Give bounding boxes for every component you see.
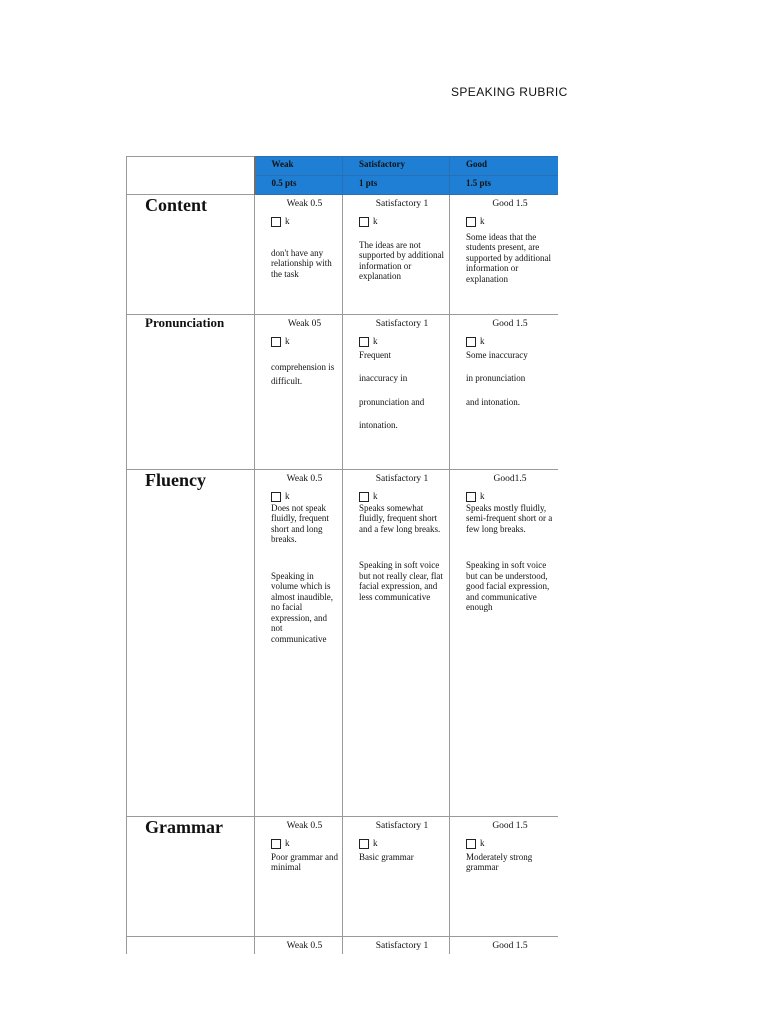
score-checkbox[interactable] [359,839,369,849]
score-label: Weak 0.5 [286,941,323,951]
checkbox-label: k [480,838,485,849]
score-checkbox[interactable] [466,217,476,227]
descriptor-text: don't have any relationship with the task [271,247,332,279]
descriptor-text: Speaking in soft voice but not really clear, flat facial expression, and less communicative [359,560,443,602]
header-points-weak: 0.5 pts [255,176,343,195]
descriptor-text: and intonation. [466,396,520,407]
score-checkbox[interactable] [359,337,369,347]
descriptor-text: Speaks mostly fluidly, semi-frequent short or a few long breaks. [466,502,553,534]
score-checkbox[interactable] [466,492,476,502]
criterion-label: Pronunciation [145,315,225,330]
header-row-levels [127,157,559,176]
rubric-row-grammar [127,817,559,937]
score-checkbox[interactable] [359,492,369,502]
checkbox-label: k [480,491,485,502]
criterion-label: Fluency [145,470,206,490]
rubric-cell [450,315,559,470]
rubric-cell [450,195,559,315]
checkbox-label: k [285,491,290,502]
score-label: Satisfactory 1 [375,474,429,484]
rubric-cell [255,937,343,955]
header-corner [127,157,255,195]
header-level-satisfactory: Satisfactory [343,157,450,176]
rubric-cell [450,817,559,937]
score-checkbox[interactable] [271,839,281,849]
page-title: SPEAKING RUBRIC [451,85,568,99]
checkbox-label: k [480,336,485,347]
descriptor-text: in pronunciation [466,373,526,383]
score-label: Good 1.5 [492,941,528,951]
score-checkbox[interactable] [271,337,281,347]
descriptor-text: The ideas are not supported by additional information or explanation [359,239,444,281]
criterion-cell [127,195,255,315]
header-level-weak: Weak [255,157,343,176]
descriptor-text: Moderately strong grammar [466,851,533,872]
header-points-satisfactory: 1 pts [343,176,450,195]
descriptor-text: Frequent [359,349,391,360]
checkbox-label: k [373,838,378,849]
rubric-cell [255,195,343,315]
rubric-cell [343,470,450,817]
descriptor-text: comprehension is [271,361,335,372]
header-points-good: 1.5 pts [450,176,559,195]
descriptor-text: Speaks somewhat fluidly, frequent short and a few long breaks. [359,502,441,534]
descriptor-text: inaccuracy in [359,373,408,383]
score-checkbox[interactable] [359,217,369,227]
score-checkbox[interactable] [271,492,281,502]
checkbox-label: k [373,216,378,227]
score-label: Good 1.5 [492,199,528,209]
descriptor-text: Speaking in soft voice but can be understood, good facial expression, and communicative enough [466,560,550,612]
score-label: Satisfactory 1 [375,319,429,329]
score-label: Weak 0.5 [286,199,323,209]
rubric-table [126,156,558,954]
rubric-cell [343,817,450,937]
descriptor-text: Some ideas that the students present, are supported by additional information or explanation [466,231,551,284]
score-label: Good 1.5 [492,319,528,329]
checkbox-label: k [373,491,378,502]
descriptor-text: Basic grammar [359,851,414,862]
criterion-label: Content [145,195,207,215]
score-label: Satisfactory 1 [375,821,429,831]
criterion-cell [127,817,255,937]
descriptor-text: pronunciation and [359,396,425,407]
descriptor-text: Does not speak fluidly, frequent short and long breaks. [271,502,329,544]
rubric-row-fluency [127,470,559,817]
score-label: Weak 0.5 [286,474,323,484]
descriptor-text: Some inaccuracy [466,349,528,360]
rubric-row-partial [127,937,559,955]
rubric-cell [343,195,450,315]
rubric-row-pronunciation [127,315,559,470]
rubric-cell [255,817,343,937]
checkbox-label: k [373,336,378,347]
rubric-row-content [127,195,559,315]
criterion-cell [127,470,255,817]
descriptor-text: intonation. [359,420,398,430]
score-label: Good 1.5 [492,821,528,831]
rubric-cell [450,937,559,955]
rubric-cell [343,937,450,955]
criterion-cell [127,937,255,955]
checkbox-label: k [285,838,290,849]
score-label: Satisfactory 1 [375,941,429,951]
descriptor-text: Speaking in volume which is almost inaudible, no facial expression, and not communicative [271,570,333,644]
descriptor-text: Poor grammar and minimal [271,851,338,872]
criterion-label: Grammar [145,817,223,837]
score-label: Weak 05 [287,319,322,329]
score-checkbox[interactable] [271,217,281,227]
score-label: Satisfactory 1 [375,199,429,209]
header-level-good: Good [450,157,559,176]
rubric-cell [255,315,343,470]
score-checkbox[interactable] [466,337,476,347]
rubric-cell [343,315,450,470]
descriptor-text: difficult. [271,376,303,386]
rubric-cell [450,470,559,817]
checkbox-label: k [285,336,290,347]
score-checkbox[interactable] [466,839,476,849]
score-label: Weak 0.5 [286,821,323,831]
rubric-cell [255,470,343,817]
criterion-cell [127,315,255,470]
score-label: Good1.5 [493,474,527,484]
checkbox-label: k [285,216,290,227]
checkbox-label: k [480,216,485,227]
